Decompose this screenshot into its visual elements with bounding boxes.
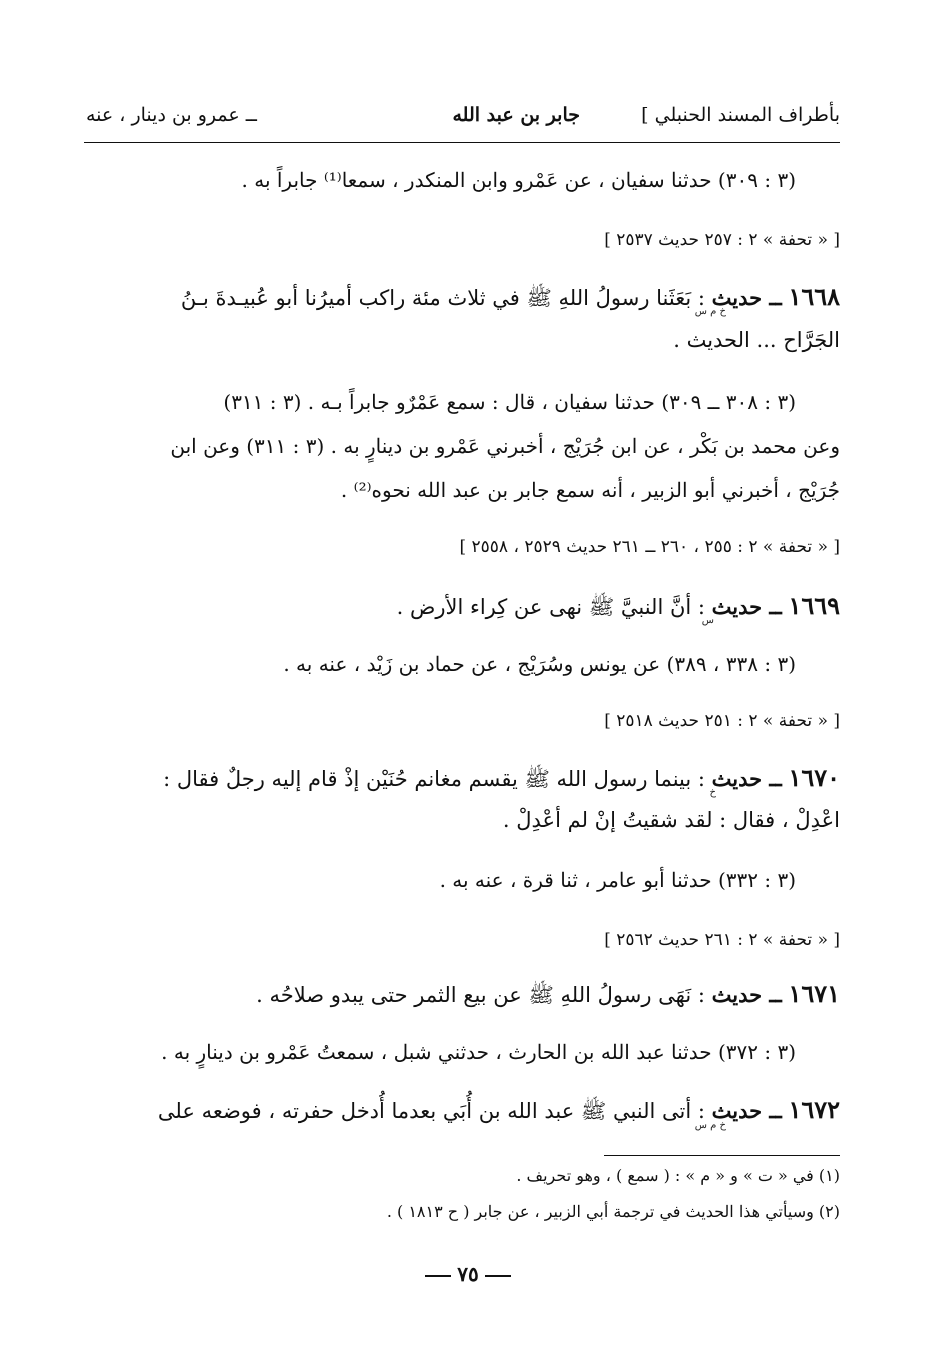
source-line: (٣ : ٣٠٨ ــ ٣٠٩) حدثنا سفيان ، قال : سمع عَمْرٌو جابراً بـه . (٣ : ٣١١) <box>223 390 796 414</box>
hadith-keyword: ــ حديث <box>711 766 782 791</box>
header-book-title: بأطراف المسند الحنبلي ] <box>641 104 840 126</box>
hadith-1670-line-2: اعْدِلْ ، فقال : لقد شقيتُ إنْ لم أعْدِلْ . <box>502 808 840 832</box>
hadith-number: ١٦٧٢ <box>788 1095 840 1124</box>
source-line: (٣ : ٣٣٢) حدثنا أبو عامر ، ثنا قرة ، عنه به . <box>439 868 796 892</box>
hadith-keyword: ــ حديث <box>711 1098 782 1123</box>
tuhfa-reference: [ « تحفة » ٢ : ٢٦١ حديث ٢٥٦٢ ] <box>604 930 840 950</box>
tuhfa-reference: [ « تحفة » ٢ : ٢٥٥ ، ٢٦٠ ــ ٢٦١ حديث ٢٥٢٩ ، ٢٥٥٨ ] <box>459 537 840 557</box>
footnote: (١) في « ت » و « م » : ( سمع ) ، وهو تحريف . <box>516 1166 840 1185</box>
source-line: (٣ : ٣٣٨ ، ٣٨٩) عن يونس وسُرَيْج ، عن حماد بن زَيْد ، عنه به . <box>283 652 796 676</box>
running-header <box>86 104 840 134</box>
collection-symbols: س <box>701 615 714 626</box>
hadith-number: ١٦٦٩ <box>788 591 840 620</box>
hadith-keyword: ــ حديث <box>711 594 782 619</box>
hadith-text: : نَهَى رسولُ اللهِ ﷺ عن بيع الثمر حتى يبدو صلاحُه . <box>256 983 705 1007</box>
hadith-1672-line-1 <box>86 1088 840 1133</box>
tuhfa-reference: [ « تحفة » ٢ : ٢٥١ حديث ٢٥١٨ ] <box>604 711 840 731</box>
hadith-keyword: ــ حديث <box>711 285 782 310</box>
hadith-1670-line-1 <box>86 756 840 801</box>
source-line: وعن محمد بن بَكْر ، عن ابن جُرَيْج ، أخبرني عَمْرو بن دينارٍ به . (٣ : ٣١١) وعن ابن <box>170 434 840 458</box>
header-companion-name: جابر بن عبد الله <box>452 104 580 126</box>
page-number <box>0 1262 936 1286</box>
hadith-text: : أنَّ النبيَّ ﷺ نهى عن كِراء الأرض . <box>396 595 705 619</box>
collection-symbols: خ م س <box>694 1120 726 1131</box>
source-line: (٣ : ٣٠٩) حدثنا سفيان ، عن عَمْرو وابن المنكدر ، سمعا⁽¹⁾ جابراً به . <box>241 168 796 192</box>
page-number-dash <box>425 1275 451 1277</box>
collection-symbols: خ م س <box>694 306 726 317</box>
hadith-text: : بينما رسول الله ﷺ يقسم مغانم حُنَيْن إذْ قام إليه رجلٌ فقال : <box>163 767 705 791</box>
hadith-keyword: ــ حديث <box>711 982 782 1007</box>
hadith-1668-line-1 <box>86 275 840 320</box>
source-line: (٣ : ٣٧٢) حدثنا عبد الله بن الحارث ، حدثني شبل ، سمعتُ عَمْرو بن دينارٍ به . <box>161 1040 796 1064</box>
hadith-text: : بَعَثَنا رسولُ اللهِ ﷺ في ثلاث مئة راكب أميرُنا أبو عُبيـدةَ بـنُ <box>180 286 705 310</box>
page-number-text: ٧٥ <box>457 1262 479 1286</box>
tuhfa-reference: [ « تحفة » ٢ : ٢٥٧ حديث ٢٥٣٧ ] <box>604 230 840 250</box>
hadith-1671-line-1 <box>86 972 840 1017</box>
header-divider <box>84 142 840 143</box>
hadith-text: : أتى النبي ﷺ عبد الله بن أُبَي بعدما أُدخل حفرته ، فوضعه على <box>157 1099 705 1123</box>
collection-symbols: خ <box>709 787 716 798</box>
hadith-number: ١٦٦٨ <box>788 282 840 311</box>
hadith-1668-line-2: الجَرَّاح ... الحديث . <box>673 328 840 352</box>
hadith-1669-line-1 <box>86 584 840 629</box>
hadith-number: ١٦٧٠ <box>788 763 840 792</box>
header-narrator: ــ عمرو بن دينار ، عنه <box>86 104 257 126</box>
hadith-number: ١٦٧١ <box>788 979 840 1008</box>
footnote: (٢) وسيأتي هذا الحديث في ترجمة أبي الزبير ، عن جابر ( ح ١٨١٣ ) . <box>386 1202 840 1221</box>
source-line: جُرَيْج ، أخبرني أبو الزبير ، أنه سمع جابر بن عبد الله نحوه⁽²⁾ . <box>340 478 840 502</box>
footnote-divider <box>604 1155 840 1156</box>
page-number-dash <box>485 1275 511 1277</box>
